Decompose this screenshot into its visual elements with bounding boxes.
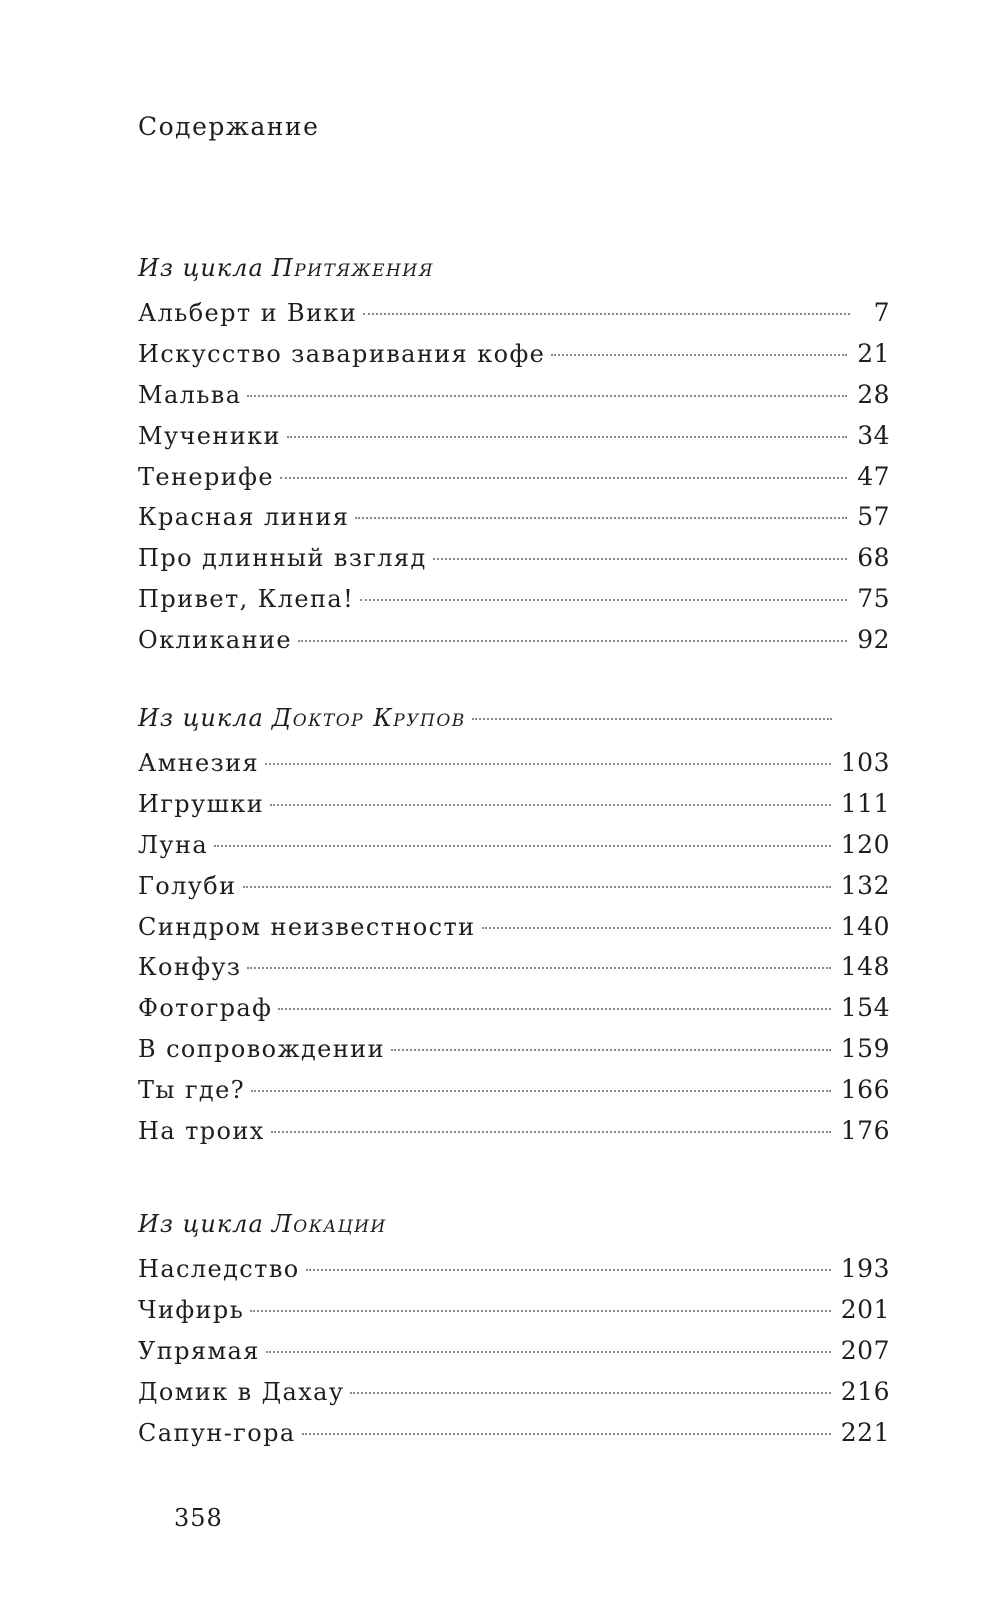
toc-entry[interactable]	[138, 993, 890, 1034]
toc-entry[interactable]	[138, 421, 890, 462]
toc-section-doktor-krupov	[138, 698, 890, 1157]
toc-entry-title: На троих	[138, 1117, 265, 1146]
toc-section-lokatsii	[138, 1204, 890, 1458]
toc-entry-title: Домик в Дахау	[138, 1377, 345, 1406]
dot-leader	[278, 1008, 830, 1010]
toc-entry-page: 7	[873, 298, 890, 327]
section-heading-prefix: Из цикла	[138, 1210, 264, 1238]
dot-leader	[247, 395, 847, 397]
toc-entry-page: 201	[840, 1294, 890, 1324]
toc-entry[interactable]	[138, 584, 890, 625]
dot-leader	[391, 1049, 831, 1051]
toc-entry-page: 159	[840, 1034, 890, 1064]
toc-entry-title: Фотограф	[138, 994, 273, 1023]
section-heading-cycle: Доктор Крупов	[271, 704, 466, 732]
dot-leader	[265, 763, 831, 765]
page-title: Содержание	[138, 112, 320, 141]
toc-entry-page: 21	[857, 338, 890, 368]
toc-entry[interactable]	[138, 339, 890, 380]
toc-entry-page: 221	[840, 1417, 890, 1447]
section-heading	[138, 698, 890, 738]
toc-entry-page: 75	[857, 584, 890, 614]
toc-entry-title: Голуби	[138, 871, 237, 900]
dot-leader	[271, 1131, 831, 1133]
toc-entry-page: 193	[840, 1254, 890, 1283]
dot-leader	[363, 313, 850, 315]
toc-entry-page: 140	[840, 911, 890, 941]
dot-leader	[251, 1090, 831, 1092]
toc-entry-page: 148	[840, 952, 890, 982]
toc-entry-page: 57	[857, 502, 890, 532]
toc-entry-page: 34	[857, 420, 890, 450]
toc-entry[interactable]	[138, 1418, 890, 1459]
dot-leader	[350, 1392, 830, 1394]
toc-entry-title: Луна	[138, 830, 209, 859]
dot-leader	[280, 477, 847, 479]
toc-entry-title: Конфуз	[138, 953, 242, 982]
toc-entry-page: 216	[840, 1376, 890, 1406]
toc-entry-title: Мученики	[138, 421, 281, 450]
toc-entry-page: 176	[840, 1116, 890, 1146]
toc-entry[interactable]	[138, 748, 890, 789]
toc-entry-page: 103	[840, 748, 890, 777]
toc-entry[interactable]	[138, 462, 890, 503]
toc-entry[interactable]	[138, 1116, 890, 1157]
dot-leader	[433, 558, 848, 560]
toc-entry-title: Привет, Клепа!	[138, 585, 355, 614]
toc-entry-page: 47	[857, 461, 890, 491]
toc-entry-title: Упрямая	[138, 1336, 260, 1365]
toc-entry[interactable]	[138, 543, 890, 584]
toc-entry[interactable]	[138, 871, 890, 912]
section-heading-cycle: Притяжения	[271, 254, 434, 282]
dot-leader	[306, 1269, 831, 1271]
toc-entry-page: 132	[840, 870, 890, 900]
toc-entry-title: Ты где?	[138, 1076, 245, 1105]
toc-entry-title: Мальва	[138, 380, 242, 409]
dot-leader	[250, 1310, 831, 1312]
section-heading	[138, 1204, 890, 1244]
toc-entry-page: 68	[857, 543, 890, 573]
dot-leader	[247, 967, 830, 969]
toc-entries	[138, 298, 890, 666]
section-heading	[138, 248, 890, 288]
toc-entries	[138, 748, 890, 1157]
toc-entry-page: 92	[857, 625, 890, 655]
toc-entry-page: 28	[857, 379, 890, 409]
toc-entry-title: Амнезия	[138, 749, 260, 777]
toc-entry-title: Сапун-гора	[138, 1418, 296, 1447]
dot-leader	[287, 436, 847, 438]
toc-entry-page: 166	[840, 1075, 890, 1105]
toc-entry[interactable]	[138, 380, 890, 421]
toc-entry[interactable]	[138, 912, 890, 953]
dot-leader	[302, 1433, 831, 1435]
toc-entry-page: 120	[840, 829, 890, 859]
toc-entry[interactable]	[138, 625, 890, 666]
toc-entry[interactable]	[138, 298, 890, 339]
dot-leader	[270, 804, 831, 806]
toc-entry[interactable]	[138, 1336, 890, 1377]
toc-entry-title: Тенерифе	[138, 462, 274, 491]
toc-entry-title: В сопровождении	[138, 1035, 385, 1064]
toc-entries	[138, 1254, 890, 1458]
toc-entry-title: Чифирь	[138, 1295, 245, 1324]
toc-entry[interactable]	[138, 1295, 890, 1336]
dot-leader	[482, 927, 831, 929]
toc-entry[interactable]	[138, 830, 890, 871]
toc-section-prityazheniya	[138, 248, 890, 666]
dot-leader	[298, 640, 847, 642]
dot-leader	[355, 517, 847, 519]
toc-entry[interactable]	[138, 789, 890, 830]
toc-entry-title: Про длинный взгляд	[138, 544, 427, 573]
dot-leader	[472, 718, 832, 720]
section-heading-prefix: Из цикла	[138, 704, 264, 732]
toc-entry-page: 154	[840, 993, 890, 1023]
toc-entry-title: Альберт и Вики	[138, 299, 358, 327]
section-heading-prefix: Из цикла	[138, 254, 264, 282]
dot-leader	[551, 354, 847, 356]
toc-entry[interactable]	[138, 1075, 890, 1116]
toc-entry-title: Наследство	[138, 1255, 300, 1283]
toc-entry-title: Красная линия	[138, 503, 350, 532]
toc-entry-page: 207	[840, 1335, 890, 1365]
toc-entry-page: 111	[840, 788, 890, 818]
toc-entry[interactable]	[138, 1034, 890, 1075]
dot-leader	[266, 1351, 831, 1353]
toc-entry[interactable]	[138, 502, 890, 543]
toc-entry-title: Окликание	[138, 626, 293, 655]
toc-entry-title: Синдром неизвестности	[138, 912, 476, 941]
section-heading-cycle: Локации	[271, 1210, 387, 1238]
toc-entry-title: Искусство заваривания кофе	[138, 339, 546, 368]
toc-entry-title: Игрушки	[138, 789, 265, 818]
dot-leader	[243, 886, 831, 888]
page-number-folio: 358	[174, 1504, 223, 1532]
toc-entry[interactable]	[138, 1254, 890, 1295]
dot-leader	[360, 599, 847, 601]
toc-entry[interactable]	[138, 1377, 890, 1418]
toc-entry[interactable]	[138, 952, 890, 993]
dot-leader	[214, 845, 831, 847]
